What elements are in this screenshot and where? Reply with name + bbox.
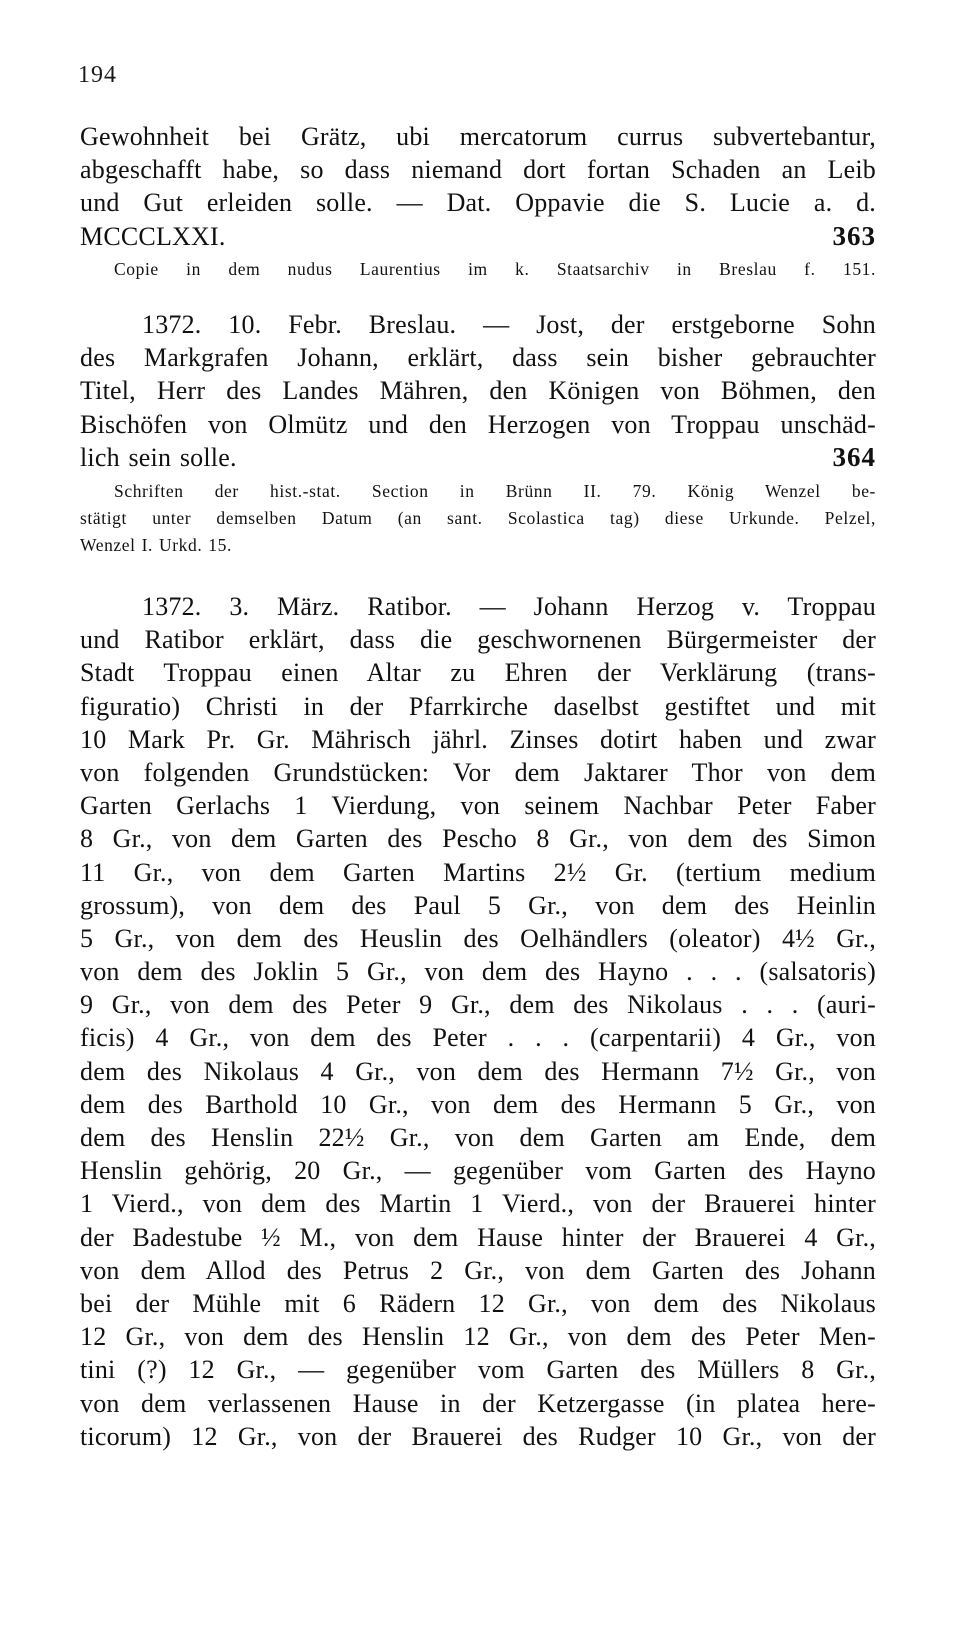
text-line: bei der Mühle mit 6 Rädern 12 Gr., von dem des Nikolaus <box>80 1288 876 1318</box>
text-line: Bischöfen von Olmütz und den Herzogen von Troppau unschäd- <box>80 409 876 439</box>
text-line: tini (?) 12 Gr., — gegenüber vom Garten des Müllers 8 Gr., <box>80 1355 876 1385</box>
text-line: von dem Allod des Petrus 2 Gr., von dem Garten des Johann <box>80 1255 876 1285</box>
text-line: dem des Nikolaus 4 Gr., von dem des Hermann 7½ Gr., von <box>80 1056 876 1086</box>
text-line: von folgenden Grundstücken: Vor dem Jaktarer Thor von dem <box>80 757 876 787</box>
source-line: Wenzel I. Urkd. 15. <box>80 535 232 555</box>
text-line: figuratio) Christi in der Pfarrkirche daselbst gestiftet und mit <box>80 691 876 721</box>
text-line: ticorum) 12 Gr., von der Brauerei des Rudger 10 Gr., von der <box>80 1421 876 1451</box>
text-line: 8 Gr., von dem Garten des Pescho 8 Gr., von dem des Simon <box>80 824 876 854</box>
text-line: dem des Henslin 22½ Gr., von dem Garten am Ende, dem <box>80 1123 876 1152</box>
text-line <box>80 441 876 474</box>
text-line: und Gut erleiden solle. — Dat. Oppavie die S. Lucie a. d. <box>80 188 876 218</box>
text-line: grossum), von dem des Paul 5 Gr., von dem des Heinlin <box>80 890 876 920</box>
text-line: abgeschafft habe, so dass niemand dort fortan Schaden an Leib <box>80 155 876 185</box>
entry-363-continued <box>80 120 876 253</box>
text-line: von dem des Joklin 5 Gr., von dem des Hayno . . . (salsatoris) <box>80 957 876 987</box>
text-line: Henslin gehörig, 20 Gr., — gegenüber vom Garten des Hayno <box>80 1156 876 1186</box>
source-line: stätigt unter demselben Datum (an sant. Scolastica tag) diese Urkunde. Pelzel, <box>80 508 876 528</box>
text-line: und Ratibor erklärt, dass die geschwornenen Bürgermeister der <box>80 625 876 655</box>
text-line: des Markgrafen Johann, erklärt, dass sein bisher gebrauchter <box>80 343 876 373</box>
text-line: Stadt Troppau einen Altar zu Ehren der Verklärung (trans- <box>80 658 876 688</box>
text-line: 1372. 3. März. Ratibor. — Johann Herzog v. Troppau <box>142 592 876 621</box>
document-number: 364 <box>832 441 876 472</box>
text-line-end: MCCCLXXI. <box>80 221 226 251</box>
text-line <box>80 220 876 253</box>
text-line: von dem verlassenen Hause in der Ketzergasse (in platea here- <box>80 1388 876 1418</box>
source-line: Schriften der hist.-stat. Section in Brünn II. 79. König Wenzel be- <box>114 481 876 501</box>
text-line: 12 Gr., von dem des Henslin 12 Gr., von dem des Peter Men- <box>80 1322 876 1352</box>
text-line: der Badestube ½ M., von dem Hause hinter der Brauerei 4 Gr., <box>80 1222 876 1252</box>
entry-365 <box>80 590 876 1453</box>
text-line: 5 Gr., von dem des Heuslin des Oelhändlers (oleator) 4½ Gr., <box>80 923 876 953</box>
text-line: ficis) 4 Gr., von dem des Peter . . . (carpentarii) 4 Gr., von <box>80 1023 876 1053</box>
text-line: dem des Barthold 10 Gr., von dem des Hermann 5 Gr., von <box>80 1089 876 1119</box>
document-number: 363 <box>832 220 876 251</box>
text-line: 9 Gr., von dem des Peter 9 Gr., dem des Nikolaus . . . (auri- <box>80 990 876 1020</box>
text-line: Titel, Herr des Landes Mähren, den Königen von Böhmen, den <box>80 376 876 406</box>
text-line: 10 Mark Pr. Gr. Mährisch jährl. Zinses dotirt haben und zwar <box>80 724 876 754</box>
source-note-364 <box>80 478 876 559</box>
source-note-363 <box>80 256 876 283</box>
text-line-end: lich sein solle. <box>80 442 237 472</box>
entry-364 <box>80 308 876 474</box>
text-line: Garten Gerlachs 1 Vierdung, von seinem Nachbar Peter Faber <box>80 791 876 821</box>
text-line: 11 Gr., von dem Garten Martins 2½ Gr. (tertium medium <box>80 857 876 887</box>
source-line: Copie in dem nudus Laurentius im k. Staatsarchiv in Breslau f. 151. <box>114 259 876 279</box>
text-line: Gewohnheit bei Grätz, ubi mercatorum currus subvertebantur, <box>80 122 876 151</box>
text-line: 1372. 10. Febr. Breslau. — Jost, der erstgeborne Sohn <box>142 310 876 339</box>
text-line: 1 Vierd., von dem des Martin 1 Vierd., von der Brauerei hinter <box>80 1189 876 1219</box>
page-number: 194 <box>78 62 117 88</box>
